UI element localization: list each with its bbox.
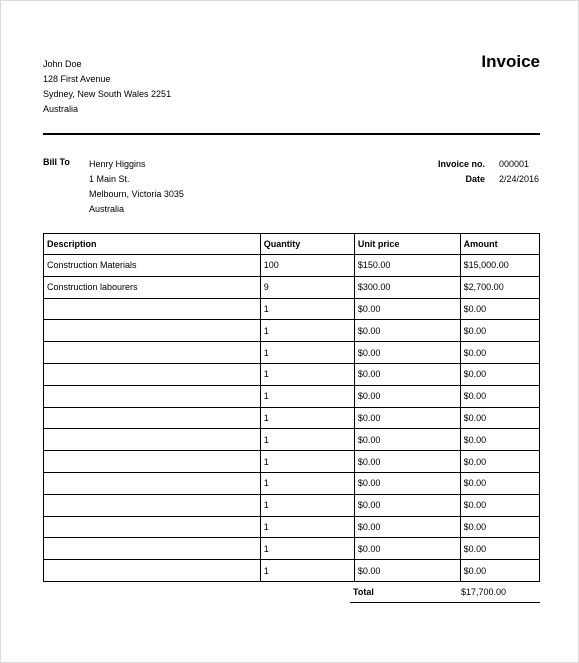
description-cell: Construction Materials (44, 255, 261, 277)
quantity-cell: 1 (260, 451, 354, 473)
table-row (44, 276, 540, 298)
description-cell (44, 494, 261, 516)
quantity-cell: 9 (260, 276, 354, 298)
quantity-cell: 1 (260, 560, 354, 582)
table-row (44, 472, 540, 494)
column-header-unit-price: Unit price (354, 234, 460, 255)
amount-cell: $0.00 (460, 342, 539, 364)
unit-price-cell: $0.00 (354, 342, 460, 364)
table-row (44, 538, 540, 560)
unit-price-cell: $0.00 (354, 560, 460, 582)
amount-cell: $0.00 (460, 451, 539, 473)
table-row (44, 407, 540, 429)
quantity-cell: 1 (260, 363, 354, 385)
header-divider (43, 133, 540, 135)
unit-price-cell: $0.00 (354, 538, 460, 560)
quantity-cell: 1 (260, 472, 354, 494)
unit-price-cell: $0.00 (354, 385, 460, 407)
amount-cell: $0.00 (460, 538, 539, 560)
description-cell (44, 451, 261, 473)
quantity-cell: 1 (260, 342, 354, 364)
amount-cell: $0.00 (460, 320, 539, 342)
description-cell (44, 472, 261, 494)
column-header-quantity: Quantity (260, 234, 354, 255)
column-header-amount: Amount (460, 234, 539, 255)
column-header-description: Description (44, 234, 261, 255)
unit-price-cell: $0.00 (354, 516, 460, 538)
line-items-table (43, 233, 540, 582)
unit-price-cell: $0.00 (354, 472, 460, 494)
invoice-number: 000001 (499, 159, 530, 169)
bill-to-country: Australia (89, 204, 125, 214)
description-cell (44, 560, 261, 582)
table-row (44, 494, 540, 516)
description-cell (44, 342, 261, 364)
quantity-cell: 1 (260, 538, 354, 560)
quantity-cell: 1 (260, 320, 354, 342)
description-cell (44, 320, 261, 342)
total-underline (350, 602, 540, 603)
invoice-meta-values (499, 157, 539, 187)
invoice-meta-labels (432, 157, 485, 187)
quantity-cell: 1 (260, 385, 354, 407)
table-row (44, 298, 540, 320)
unit-price-cell: $0.00 (354, 451, 460, 473)
description-cell (44, 516, 261, 538)
sender-address (43, 57, 171, 117)
description-cell (44, 538, 261, 560)
total-value: $17,700.00 (461, 587, 507, 597)
description-cell (44, 363, 261, 385)
amount-cell: $0.00 (460, 472, 539, 494)
sender-city: Sydney, New South Wales 2251 (43, 89, 172, 99)
unit-price-cell: $0.00 (354, 494, 460, 516)
unit-price-cell: $300.00 (354, 276, 460, 298)
invoice-date-label: Date (465, 174, 485, 184)
table-row (44, 560, 540, 582)
unit-price-cell: $150.00 (354, 255, 460, 277)
table-body (44, 255, 540, 582)
table-row (44, 451, 540, 473)
amount-cell: $0.00 (460, 560, 539, 582)
amount-cell: $0.00 (460, 516, 539, 538)
invoice-date: 2/24/2016 (499, 174, 540, 184)
quantity-cell: 100 (260, 255, 354, 277)
description-cell (44, 385, 261, 407)
bill-to-city: Melbourn, Victoria 3035 (89, 189, 184, 199)
amount-cell: $0.00 (460, 385, 539, 407)
table-row (44, 255, 540, 277)
table-row (44, 320, 540, 342)
bill-to-name: Henry Higgins (89, 159, 146, 169)
amount-cell: $0.00 (460, 494, 539, 516)
amount-cell: $0.00 (460, 298, 539, 320)
amount-cell: $0.00 (460, 363, 539, 385)
quantity-cell: 1 (260, 298, 354, 320)
table-row (44, 385, 540, 407)
amount-cell: $0.00 (460, 429, 539, 451)
sender-country: Australia (43, 104, 79, 114)
unit-price-cell: $0.00 (354, 363, 460, 385)
unit-price-cell: $0.00 (354, 407, 460, 429)
quantity-cell: 1 (260, 494, 354, 516)
total-label: Total (353, 587, 374, 597)
quantity-cell: 1 (260, 516, 354, 538)
table-row (44, 342, 540, 364)
unit-price-cell: $0.00 (354, 320, 460, 342)
description-cell (44, 429, 261, 451)
bill-to-address (89, 157, 184, 217)
quantity-cell: 1 (260, 407, 354, 429)
amount-cell: $0.00 (460, 407, 539, 429)
sender-street: 128 First Avenue (43, 74, 111, 84)
description-cell: Construction labourers (44, 276, 261, 298)
bill-to-label: Bill To (43, 157, 70, 167)
bill-to-street: 1 Main St. (89, 174, 130, 184)
amount-cell: $15,000.00 (460, 255, 539, 277)
unit-price-cell: $0.00 (354, 298, 460, 320)
table-row (44, 516, 540, 538)
description-cell (44, 298, 261, 320)
sender-name: John Doe (43, 59, 82, 69)
table-row (44, 363, 540, 385)
quantity-cell: 1 (260, 429, 354, 451)
invoice-title: Invoice (481, 52, 540, 71)
table-header-row (44, 234, 540, 255)
description-cell (44, 407, 261, 429)
amount-cell: $2,700.00 (460, 276, 539, 298)
table-row (44, 429, 540, 451)
unit-price-cell: $0.00 (354, 429, 460, 451)
invoice-number-label: Invoice no. (437, 159, 485, 169)
